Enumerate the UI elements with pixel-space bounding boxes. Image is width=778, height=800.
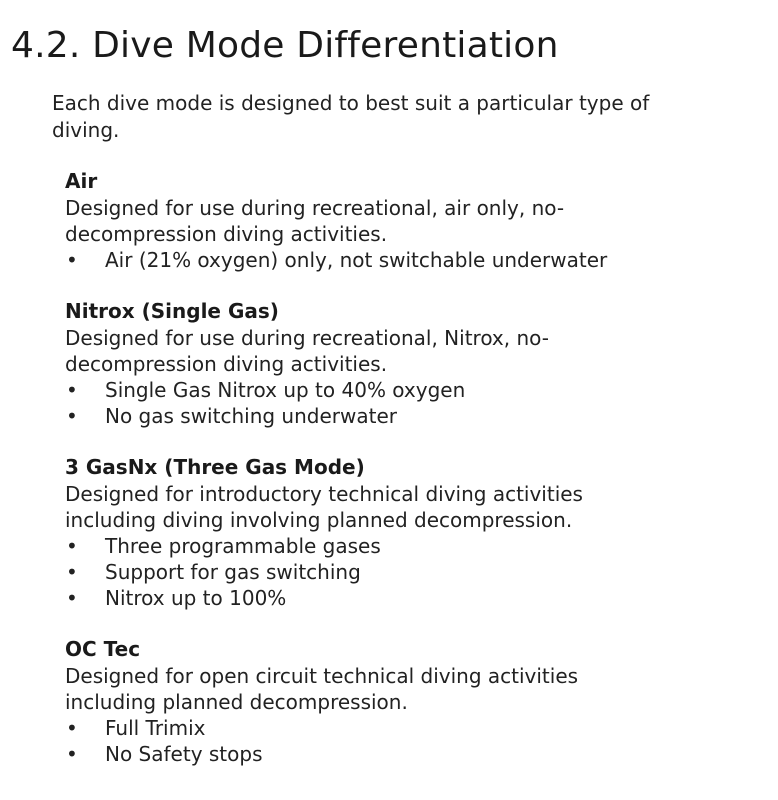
bullet-icon: • bbox=[66, 404, 78, 428]
list-item bbox=[65, 741, 765, 767]
feature-text: Three programmable gases bbox=[105, 534, 381, 558]
dive-mode-3-gasnx bbox=[65, 454, 765, 611]
mode-description: Designed for use during recreational, air only, no-decompression diving activities. bbox=[65, 196, 565, 246]
dive-mode-air bbox=[65, 168, 765, 273]
mode-description: Designed for introductory technical diving activities including diving involving planned decompression. bbox=[65, 482, 583, 532]
mode-name: Nitrox (Single Gas) bbox=[65, 299, 279, 323]
bullet-icon: • bbox=[66, 742, 78, 766]
feature-text: Single Gas Nitrox up to 40% oxygen bbox=[105, 378, 466, 402]
feature-text: Full Trimix bbox=[105, 716, 206, 740]
feature-text: Support for gas switching bbox=[105, 560, 361, 584]
section-intro: Each dive mode is designed to best suit a particular type of diving. bbox=[52, 91, 650, 142]
list-item bbox=[65, 585, 765, 611]
bullet-icon: • bbox=[66, 716, 78, 740]
list-item bbox=[65, 533, 765, 559]
bullet-icon: • bbox=[66, 586, 78, 610]
bullet-icon: • bbox=[66, 560, 78, 584]
list-item bbox=[65, 247, 765, 273]
dive-mode-oc-tec bbox=[65, 636, 765, 767]
bullet-icon: • bbox=[66, 534, 78, 558]
list-item bbox=[65, 715, 765, 741]
bullet-icon: • bbox=[66, 378, 78, 402]
page-title: 4.2. Dive Mode Differentiation bbox=[11, 25, 559, 66]
mode-description: Designed for open circuit technical diving activities including planned decompression. bbox=[65, 664, 579, 714]
mode-feature-list bbox=[65, 377, 765, 429]
feature-text: Nitrox up to 100% bbox=[105, 586, 287, 610]
bullet-icon: • bbox=[66, 248, 78, 272]
list-item bbox=[65, 403, 765, 429]
list-item bbox=[65, 559, 765, 585]
mode-name: 3 GasNx (Three Gas Mode) bbox=[65, 455, 365, 479]
feature-text: Air (21% oxygen) only, not switchable underwater bbox=[105, 248, 608, 272]
mode-feature-list bbox=[65, 533, 765, 611]
dive-mode-list bbox=[65, 168, 765, 792]
feature-text: No Safety stops bbox=[105, 742, 263, 766]
mode-feature-list bbox=[65, 247, 765, 273]
mode-name: Air bbox=[65, 169, 98, 193]
mode-description: Designed for use during recreational, Nitrox, no-decompression diving activities. bbox=[65, 326, 549, 376]
feature-text: No gas switching underwater bbox=[105, 404, 397, 428]
mode-feature-list bbox=[65, 715, 765, 767]
list-item bbox=[65, 377, 765, 403]
mode-name: OC Tec bbox=[65, 637, 141, 661]
dive-mode-nitrox-single-gas bbox=[65, 298, 765, 429]
